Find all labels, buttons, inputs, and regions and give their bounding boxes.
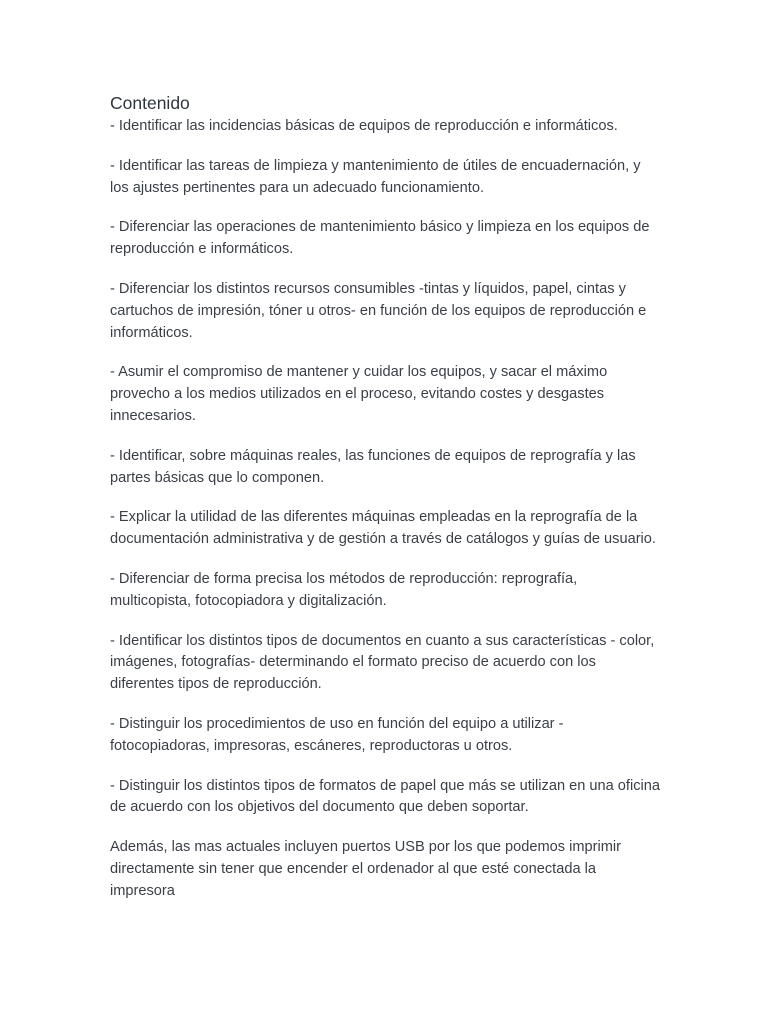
document-title: Contenido: [110, 93, 190, 113]
paragraph: - Identificar las incidencias básicas de equipos de reproducción e informáticos.: [110, 118, 618, 134]
paragraph: - Identificar, sobre máquinas reales, las funciones de equipos de reprografía y las partes básicas que lo componen.: [110, 447, 636, 486]
paragraph: - Diferenciar de forma precisa los métodos de reproducción: reprografía, multicopista, fotocopiadora y digitalización.: [110, 570, 578, 609]
paragraph: - Diferenciar las operaciones de mantenimiento básico y limpieza en los equipos de reproducción e informáticos.: [110, 219, 650, 258]
paragraph: - Asumir el compromiso de mantener y cuidar los equipos, y sacar el máximo provecho a los medios utilizados en el proceso, evitando costes y desgastes innecesarios.: [110, 364, 608, 424]
paragraph: - Diferenciar los distintos recursos consumibles -tintas y líquidos, papel, cintas y cartuchos de impresión, tóner u otros- en función de los equipos de reproducción e informáticos.: [110, 280, 647, 341]
paragraph: - Explicar la utilidad de las diferentes máquinas empleadas en la reprografía de la documentación administrativa y de gestión a través de catálogos y guías de usuario.: [110, 509, 656, 548]
paragraph: Además, las mas actuales incluyen puertos USB por los que podemos imprimir directamente sin tener que encender el ordenador al que esté conectada la impresora: [110, 839, 622, 899]
paragraph: - Distinguir los distintos tipos de formatos de papel que más se utilizan en una oficina de acuerdo con los objetivos del documento que deben soportar.: [110, 777, 660, 816]
paragraph: - Identificar las tareas de limpieza y mantenimiento de útiles de encuadernación, y los ajustes pertinentes para un adecuado funcionamiento.: [110, 157, 641, 196]
document-content: [110, 92, 662, 921]
paragraph: - Identificar los distintos tipos de documentos en cuanto a sus características - color, imágenes, fotografías- determinando el formato preciso de acuerdo con los diferentes tipos de reproducción.: [110, 632, 655, 693]
paragraph: - Distinguir los procedimientos de uso en función del equipo a utilizar - fotocopiadoras, impresoras, escáneres, reproductoras u otros.: [110, 715, 564, 754]
